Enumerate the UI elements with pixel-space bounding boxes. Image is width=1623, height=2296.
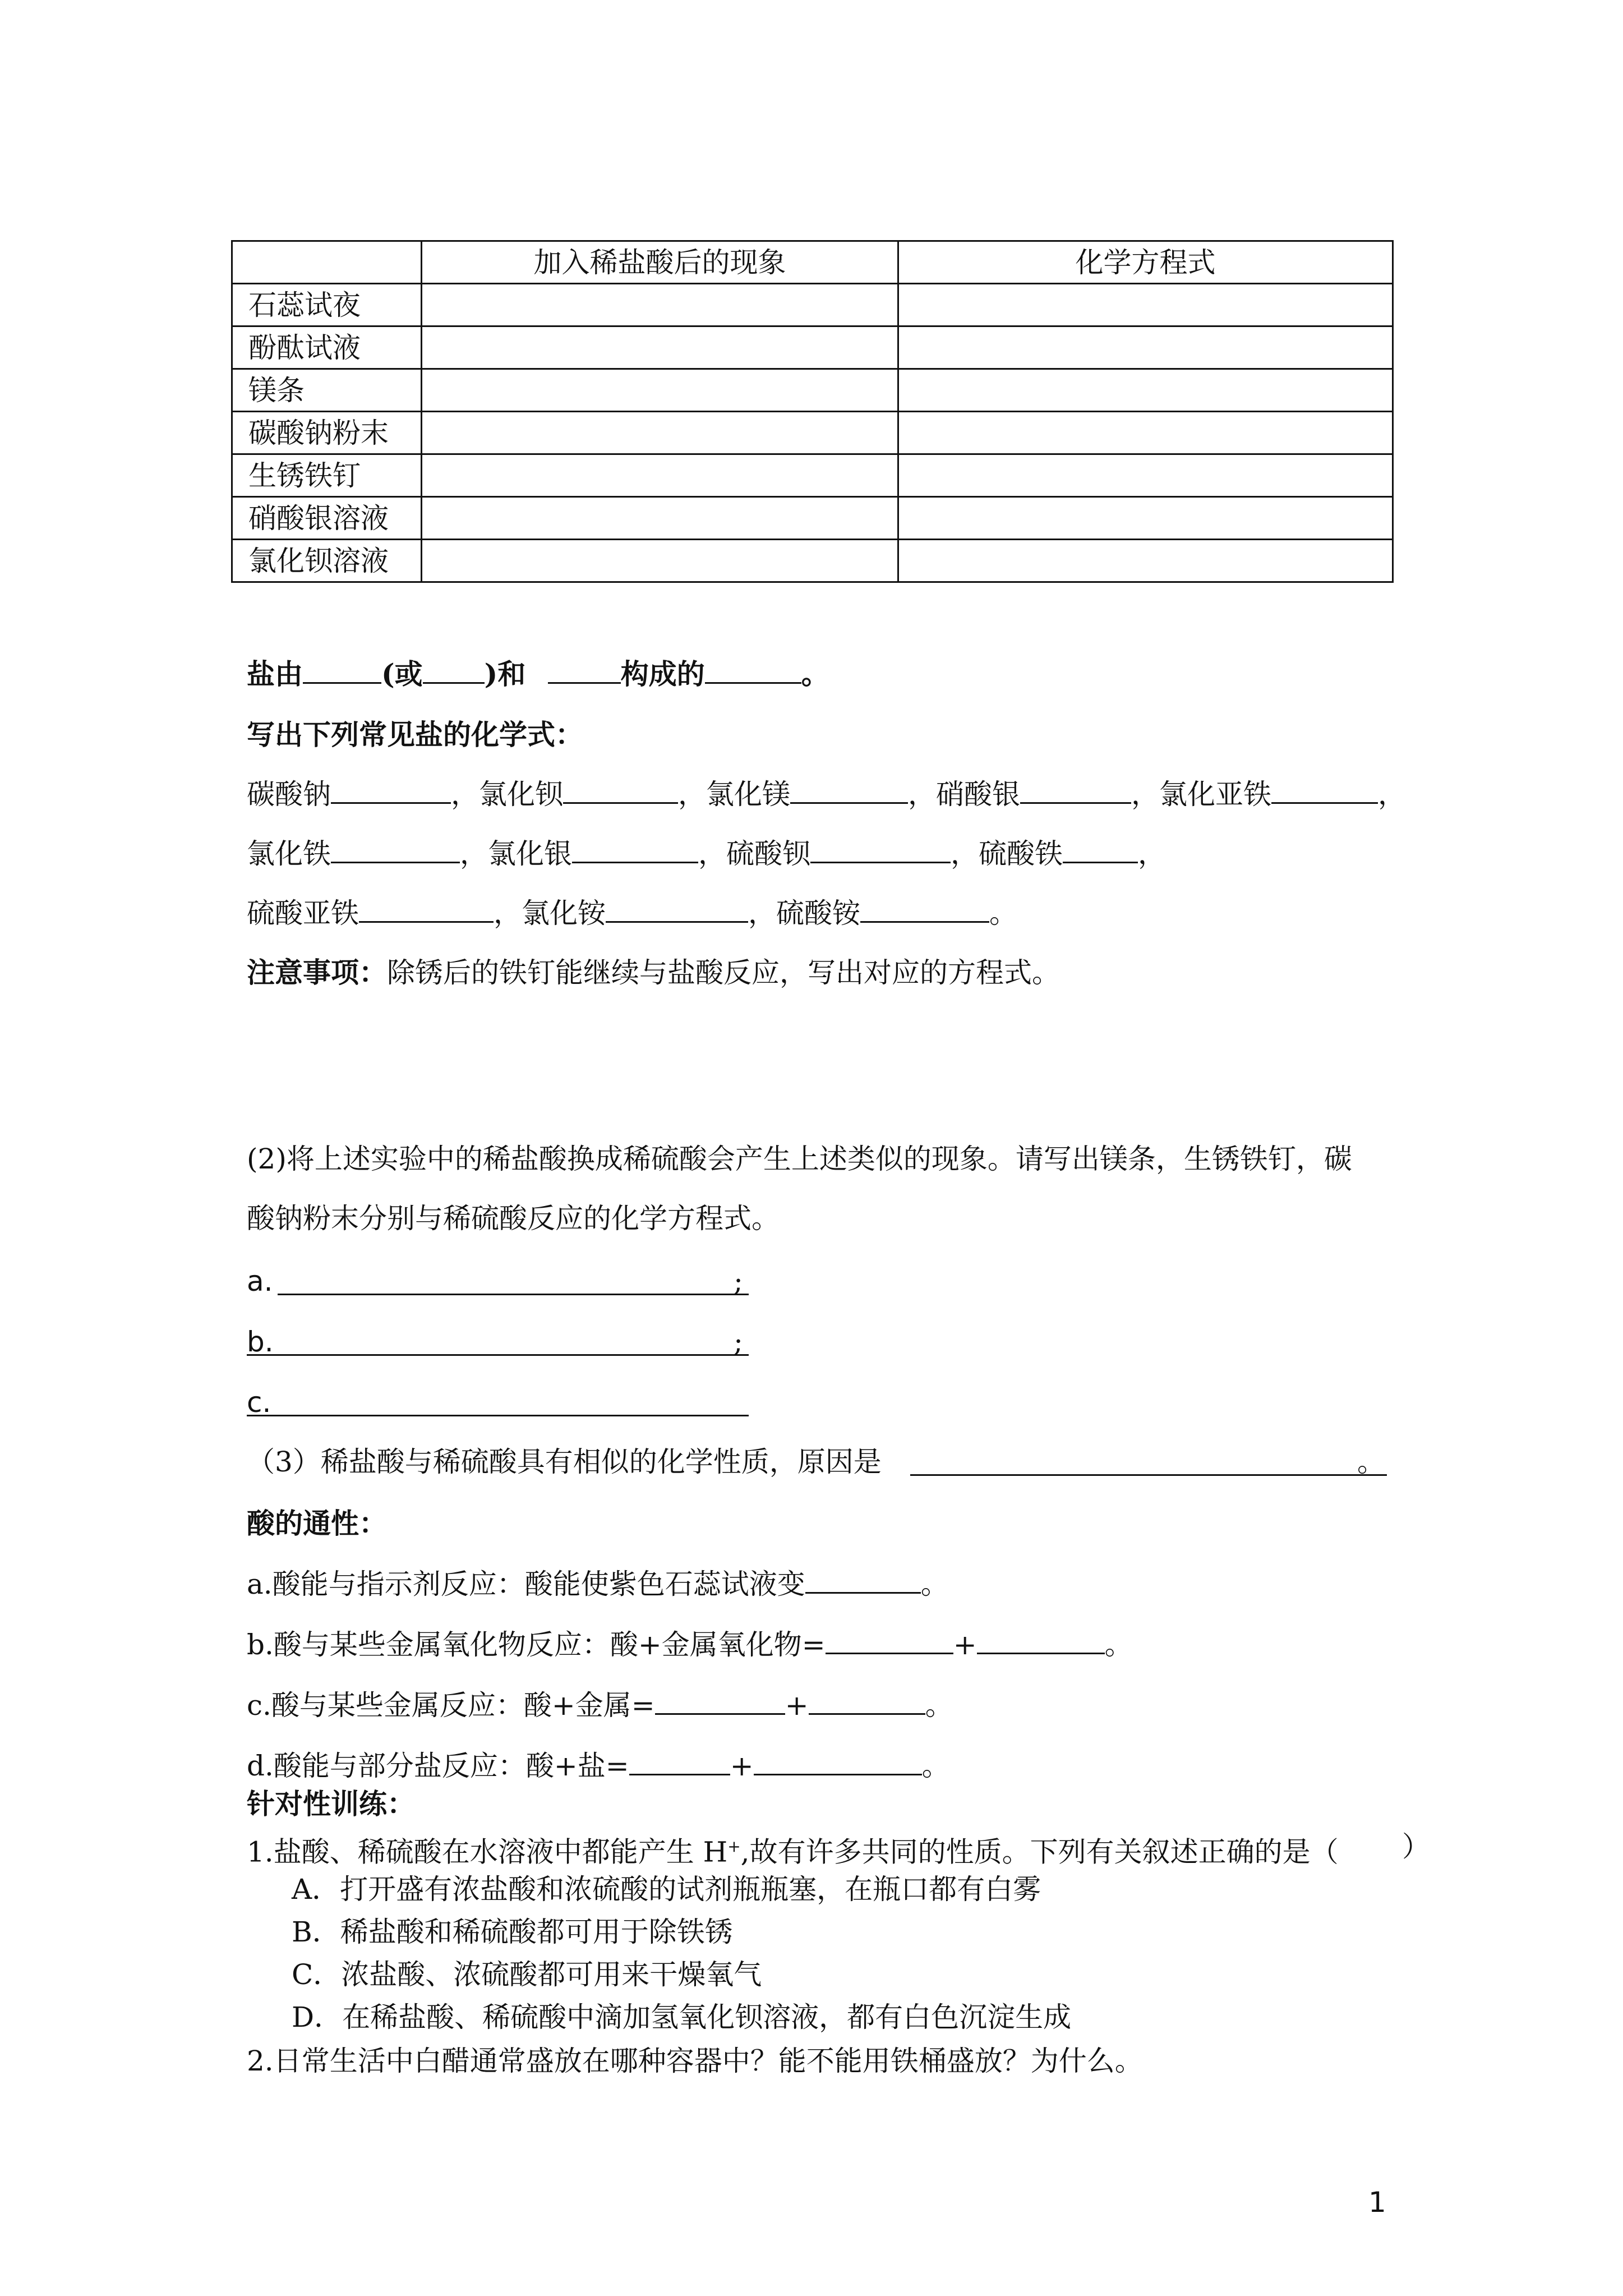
formula-line-3: 硫酸亚铁 ，氯化铵 ，硫酸铵 。 [247, 897, 1017, 930]
fill-blank[interactable] [805, 1567, 921, 1594]
training-q2: 2.日常生活中白醋通常盛放在哪种容器中？能不能用铁桶盛放？为什么。 [247, 2045, 1143, 2077]
fill-blank[interactable] [790, 777, 908, 804]
fill-blank[interactable] [331, 837, 460, 863]
row-label: 硝酸银溶液 [232, 497, 422, 540]
fill-blank[interactable] [423, 657, 485, 684]
fill-blank[interactable] [705, 657, 801, 684]
answer-label-a: a. [247, 1265, 273, 1297]
row-label: 酚酞试液 [232, 326, 422, 369]
acid-property-d: d.酸能与部分盐反应：酸+盐= + 。 [247, 1750, 950, 1782]
fill-blank[interactable] [754, 1749, 922, 1775]
q3-end: 。 [1357, 1446, 1385, 1478]
note-label: 注意事项： [247, 956, 387, 989]
fill-blank[interactable] [1271, 777, 1378, 804]
formulas-heading: 写出下列常见盐的化学式： [247, 718, 583, 751]
table-row [232, 454, 1393, 497]
equation-cell [898, 497, 1393, 540]
fill-blank[interactable] [359, 896, 494, 923]
fill-blank[interactable] [826, 1628, 953, 1654]
option-c[interactable]: C．浓盐酸、浓硫酸都可用来干燥氧气 [292, 1958, 762, 1991]
equation-cell [898, 412, 1393, 454]
fill-blank[interactable] [809, 1688, 925, 1715]
formula-line-1: 碳酸钠 ，氯化钡 ，氯化镁 ，硝酸银 ，氯化亚铁 ， [247, 778, 1406, 811]
row-label: 镁条 [232, 369, 422, 412]
formula-line-2: 氯化铁 ，氯化银 ，硫酸钡 ，硫酸铁 ， [247, 838, 1166, 870]
row-label: 碳酸钠粉末 [232, 412, 422, 454]
table-row [232, 284, 1393, 326]
phenomenon-cell [422, 454, 898, 497]
answer-line-b[interactable] [247, 1354, 749, 1356]
col-header-phenomenon: 加入稀盐酸后的现象 [422, 241, 898, 284]
fill-blank[interactable] [977, 1628, 1105, 1654]
col-header-equation: 化学方程式 [898, 241, 1393, 284]
row-label: 生锈铁钉 [232, 454, 422, 497]
q2-line-2: 酸钠粉末分别与稀硫酸反应的化学方程式。 [247, 1202, 780, 1235]
fill-blank[interactable] [1063, 837, 1138, 863]
salt-composition-line: 盐由 (或 )和 构成的 。 [247, 657, 829, 691]
training-q1: 1.盐酸、稀硫酸在水溶液中都能产生 H+,故有许多共同的性质。下列有关叙述正确的是（ [247, 1835, 1339, 1869]
table-row [232, 326, 1393, 369]
table-corner-cell [232, 241, 422, 284]
equation-cell [898, 540, 1393, 582]
equation-cell [898, 284, 1393, 326]
table-header-row [232, 241, 1393, 284]
row-label: 氯化钡溶液 [232, 540, 422, 582]
option-a[interactable]: A．打开盛有浓盐酸和浓硫酸的试剂瓶瓶塞，在瓶口都有白雾 [292, 1873, 1041, 1906]
fill-blank[interactable] [629, 1749, 730, 1775]
note-line [247, 956, 1060, 990]
option-d[interactable]: D．在稀盐酸、稀硫酸中滴加氢氧化钡溶液，都有白色沉淀生成 [292, 2001, 1072, 2033]
equation-cell [898, 454, 1393, 497]
semicolon-b: ; [734, 1326, 743, 1358]
phenomenon-cell [422, 369, 898, 412]
fill-blank[interactable] [810, 837, 951, 863]
table-row [232, 497, 1393, 540]
answer-label-b: b. [247, 1326, 274, 1358]
acid-property-a: a.酸能与指示剂反应：酸能使紫色石蕊试液变 。 [247, 1568, 949, 1600]
acid-property-b: b.酸与某些金属氧化物反应：酸+金属氧化物= + 。 [247, 1628, 1133, 1661]
q3-answer-line[interactable] [910, 1474, 1387, 1476]
answer-line-a[interactable] [278, 1294, 749, 1295]
table-row [232, 540, 1393, 582]
answer-label-c: c. [247, 1386, 271, 1419]
training-heading: 针对性训练： [247, 1787, 415, 1820]
phenomenon-cell [422, 497, 898, 540]
fill-blank[interactable] [572, 837, 698, 863]
equation-cell [898, 369, 1393, 412]
fill-blank[interactable] [548, 657, 621, 684]
note-text: 除锈后的铁钉能继续与盐酸反应，写出对应的方程式。 [387, 956, 1060, 989]
reaction-table [231, 240, 1394, 583]
fill-blank[interactable] [655, 1688, 785, 1715]
fill-blank[interactable] [303, 657, 381, 684]
acid-property-c: c.酸与某些金属反应：酸+金属= + 。 [247, 1689, 953, 1722]
equation-cell [898, 326, 1393, 369]
fill-blank[interactable] [331, 777, 451, 804]
phenomenon-cell [422, 326, 898, 369]
answer-line-c[interactable] [247, 1415, 749, 1416]
phenomenon-cell [422, 540, 898, 582]
phenomenon-cell [422, 412, 898, 454]
page-number: 1 [1368, 2186, 1386, 2219]
q2-line-1: (2)将上述实验中的稀盐酸换成稀硫酸会产生上述类似的现象。请写出镁条，生锈铁钉，碳 [247, 1143, 1352, 1175]
acid-heading: 酸的通性： [247, 1507, 387, 1540]
fill-blank[interactable] [860, 896, 989, 923]
fill-blank[interactable] [563, 777, 678, 804]
option-b[interactable]: B．稀盐酸和稀硫酸都可用于除铁锈 [292, 1916, 733, 1948]
fill-blank[interactable] [606, 896, 748, 923]
row-label: 石蕊试夜 [232, 284, 422, 326]
phenomenon-cell [422, 284, 898, 326]
semicolon-a: ; [734, 1265, 743, 1297]
table-row [232, 412, 1393, 454]
q1-answer-bracket-close: ） [1402, 1830, 1430, 1863]
table-row [232, 369, 1393, 412]
q3-text: （3）稀盐酸与稀硫酸具有相似的化学性质，原因是 [247, 1446, 882, 1478]
fill-blank[interactable] [1020, 777, 1131, 804]
